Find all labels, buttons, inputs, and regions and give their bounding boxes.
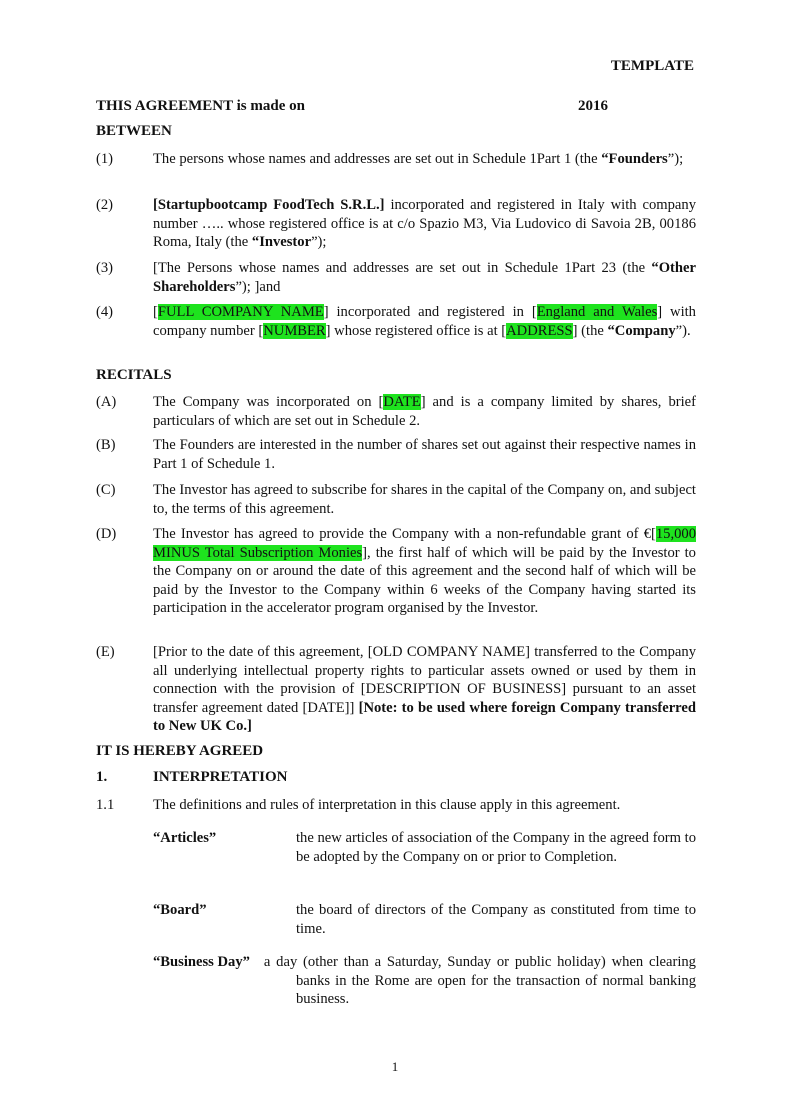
template-label: TEMPLATE (610, 58, 694, 74)
recital-d-text-c: ], the first half of which will be paid by the Investor to the Company on or around the date of this agreement and the second half of which will be paid by the Investor to the Company within 6 weeks of the Company having started its participation in the accelerator program organised by the Investor. (153, 544, 696, 617)
interpretation-heading: INTERPRETATION (153, 769, 288, 785)
recital-d-text (153, 525, 696, 618)
party-1-text-c: ”); (667, 151, 684, 167)
recital-e-text (153, 643, 696, 736)
party-number: (4) (96, 304, 114, 320)
recital-d-text-a: The Investor has agreed to provide the Company with a non-refundable grant of €[ (153, 526, 656, 542)
placeholder-grant-amount: 15,000 MINUS Total Subscription Monies (153, 526, 696, 561)
investor-term: “Investor (251, 234, 312, 251)
definition-text-board: the board of directors of the Company as constituted from time to time. (296, 902, 696, 937)
party-4-text-g: ] whose registered office is at [ (325, 322, 507, 339)
party-2-text (153, 196, 696, 252)
party-number: (1) (96, 151, 114, 167)
recital-b-text (153, 436, 696, 473)
definition-term-articles: “Articles” (153, 830, 217, 846)
agreement-date-line: THIS AGREEMENT is made on (96, 98, 305, 114)
other-shareholders-term: “Other Shareholders (153, 260, 696, 295)
party-4-text (153, 303, 696, 340)
definition-text-articles: the new articles of association of the Company in the agreed form to be adopted by the Company on or prior to Completion. (296, 830, 696, 865)
placeholder-address: ADDRESS (506, 322, 573, 339)
recital-c-text (153, 481, 696, 518)
clause-number: 1.1 (96, 797, 115, 813)
recital-a-text-a: The Company was incorporated on [ (153, 394, 384, 410)
recital-letter: (A) (96, 394, 117, 410)
party-3-text (153, 259, 696, 296)
placeholder-company-name: FULL COMPANY NAME (157, 304, 324, 320)
recital-letter: (D) (96, 526, 117, 542)
founders-term: “Founders (601, 151, 668, 167)
recital-b-text-a: The Founders are interested in the number of shares set out against their respective names in Part 1 of Schedule 1. (153, 437, 696, 472)
placeholder-jurisdiction: England and Wales (536, 304, 658, 320)
bracket: [ (153, 304, 158, 320)
placeholder-number: NUMBER (263, 322, 326, 339)
recital-e-text-a: [Prior to the date of this agreement, [OLD COMPANY NAME] transferred to the Company all underlying intellectual property rights to particular assets owned or used by them in connection with the provision of [DESCRIPTION OF BUSINESS] pursuant to an asset transfer agreement dated [DATE]] (153, 644, 696, 716)
recital-letter: (E) (96, 644, 115, 660)
definition-term-business-day: “Business Day” (153, 954, 250, 970)
recital-letter: (B) (96, 437, 116, 453)
party-1-text (153, 150, 696, 169)
between-heading: BETWEEN (96, 123, 172, 139)
section-number: 1. (96, 769, 108, 785)
party-4-text-c: ] incorporated and registered in [ (323, 304, 537, 320)
definition-text-business-day-content: a day (other than a Saturday, Sunday or public holiday) when clearing banks in the Rome are open for the transaction of normal banking business. (263, 954, 696, 1008)
page-number: 1 (391, 1059, 399, 1074)
company-term: “Company (607, 322, 676, 339)
clause-text: The definitions and rules of interpretation in this clause apply in this agreement. (153, 797, 621, 813)
investor-name: [Startupbootcamp FoodTech S.R.L.] (153, 197, 385, 213)
agreement-year: 2016 (578, 98, 608, 114)
agreed-heading: IT IS HEREBY AGREED (96, 743, 264, 759)
party-1-text-a: The persons whose names and addresses are set out in Schedule 1Part 1 (the (153, 151, 602, 167)
placeholder-date: DATE (383, 394, 421, 410)
definition-term-board: “Board” (153, 902, 207, 918)
party-4-text-e: ] with company number [ (153, 304, 696, 339)
party-4-text-k: ”). (675, 322, 691, 339)
party-2-text-b: incorporated and registered in Italy with company number ….. whose registered office is at c/o Spazio M3, Via Ludovico di Savoia 2B, 00186 Roma, Italy (the (153, 197, 696, 251)
recital-a-text-c: ] and is a company limited by shares, brief particulars of which are set out in Schedule 2. (153, 394, 697, 429)
recital-c-text-a: The Investor has agreed to subscribe for shares in the capital of the Company on, and subject to, the terms of this agreement. (153, 482, 696, 517)
party-2-text-d: ”); (311, 234, 327, 251)
recital-a-text (153, 393, 696, 430)
party-4-text-i: ] (the (572, 322, 608, 339)
recital-e-note: [Note: to be used where foreign Company transferred to New UK Co.] (153, 699, 696, 735)
party-3-text-a: [The Persons whose names and addresses are set out in Schedule 1Part 23 (the (153, 260, 652, 276)
definition-text-business-day-body (263, 953, 696, 1009)
recital-letter: (C) (96, 482, 116, 498)
party-number: (2) (96, 197, 114, 213)
party-number: (3) (96, 260, 114, 276)
recitals-heading: RECITALS (96, 367, 172, 383)
party-3-text-c: ”); ]and (235, 278, 281, 295)
